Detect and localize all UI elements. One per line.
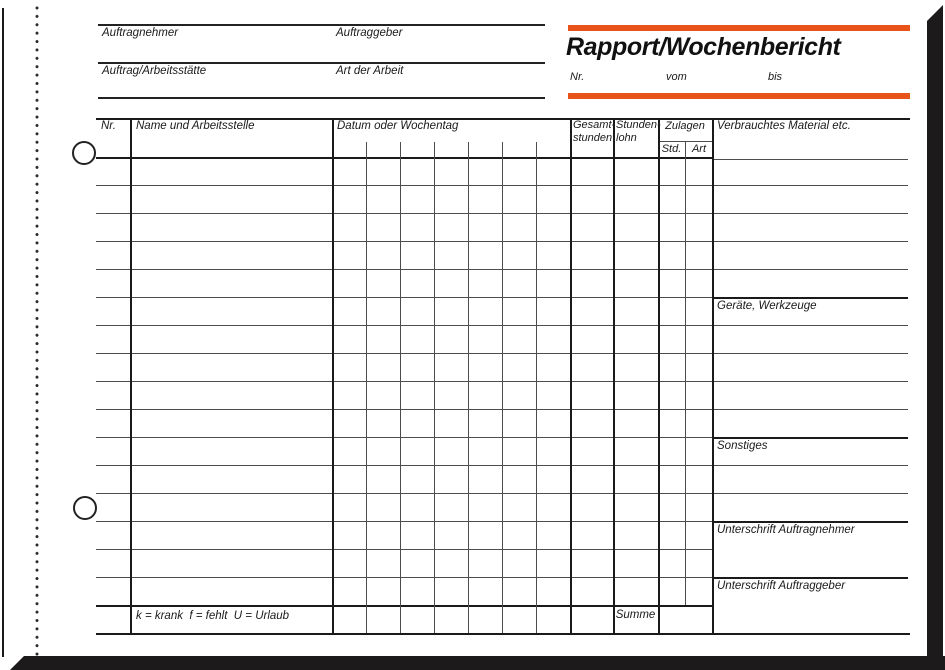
summe-label: Summe bbox=[615, 609, 656, 621]
pad-backing-right bbox=[927, 5, 943, 670]
table-header-bottom-rule bbox=[96, 157, 712, 159]
sonstiges-label: Sonstiges bbox=[717, 440, 768, 452]
auftrag-arbeitsstaette-label: Auftrag/Arbeitsstätte bbox=[102, 65, 207, 77]
col-header-stundenlohn: Stunden- lohn bbox=[616, 119, 661, 144]
bis-field-label: bis bbox=[768, 71, 783, 83]
header-rule-1 bbox=[98, 24, 545, 26]
date-col-rule bbox=[502, 142, 503, 633]
geraete-rule bbox=[714, 381, 908, 382]
table-row-rule bbox=[96, 381, 712, 382]
col-divider-stundenlohn bbox=[658, 118, 660, 633]
col-header-datum: Datum oder Wochentag bbox=[337, 120, 459, 132]
table-row-rule bbox=[96, 577, 712, 578]
table-row-rule bbox=[96, 521, 712, 522]
form-title: Rapport/Wochenbericht bbox=[566, 33, 841, 61]
table-row-rule bbox=[96, 409, 712, 410]
table-row-rule bbox=[96, 185, 712, 186]
col-divider-zulagen bbox=[712, 118, 714, 633]
table-row-rule bbox=[96, 437, 712, 438]
col-header-gesamtstunden: Gesamt- stunden bbox=[573, 119, 616, 144]
unterschrift-auftragnehmer-label: Unterschrift Auftragnehmer bbox=[717, 524, 855, 536]
auftraggeber-label: Auftraggeber bbox=[336, 27, 403, 39]
legend-label: k = krank f = fehlt U = Urlaub bbox=[136, 610, 290, 622]
sonstiges-rule bbox=[714, 465, 908, 466]
summe-row-top-rule bbox=[96, 605, 712, 607]
sonstiges-section-divider bbox=[713, 437, 908, 439]
table-row-rule bbox=[96, 493, 712, 494]
table-row-rule bbox=[96, 353, 712, 354]
punch-hole-top bbox=[72, 141, 96, 165]
auftragnehmer-label: Auftragnehmer bbox=[102, 27, 179, 39]
geraete-werkzeuge-label: Geräte, Werkzeuge bbox=[717, 300, 817, 312]
col-divider-datum bbox=[570, 118, 572, 633]
geraete-section-divider bbox=[713, 297, 908, 299]
accent-bar-top bbox=[568, 25, 910, 31]
col-divider-nr bbox=[130, 118, 132, 633]
pad-backing-bottom bbox=[0, 656, 945, 670]
header-rule-3 bbox=[98, 97, 545, 99]
material-rule bbox=[714, 241, 908, 242]
table-row-rule bbox=[96, 213, 712, 214]
geraete-rule bbox=[714, 409, 908, 410]
material-rule bbox=[714, 159, 908, 160]
geraete-rule bbox=[714, 325, 908, 326]
table-bottom-rule bbox=[96, 633, 910, 635]
table-row-rule bbox=[96, 549, 712, 550]
table-row-rule bbox=[96, 325, 712, 326]
col-header-zulagen-std: Std. bbox=[661, 143, 682, 155]
col-divider-name bbox=[332, 118, 334, 633]
date-col-rule bbox=[468, 142, 469, 633]
art-der-arbeit-label: Art der Arbeit bbox=[336, 65, 404, 77]
std-art-divider bbox=[685, 141, 686, 605]
col-header-zulagen-art: Art bbox=[691, 143, 707, 155]
table-row-rule bbox=[96, 297, 712, 298]
col-header-zulagen: Zulagen bbox=[665, 120, 705, 132]
col-header-name: Name und Arbeitsstelle bbox=[136, 120, 255, 132]
date-col-rule bbox=[366, 142, 367, 633]
col-header-material: Verbrauchtes Material etc. bbox=[717, 120, 851, 132]
material-rule bbox=[714, 185, 908, 186]
material-rule bbox=[714, 213, 908, 214]
unterschrift-auftraggeber-divider bbox=[713, 577, 908, 579]
table-row-rule bbox=[96, 269, 712, 270]
table-row-rule bbox=[96, 465, 712, 466]
header-rule-2 bbox=[98, 62, 545, 64]
col-header-nr: Nr. bbox=[101, 120, 116, 132]
sonstiges-rule bbox=[714, 493, 908, 494]
date-col-rule bbox=[400, 142, 401, 633]
unterschrift-auftragnehmer-divider bbox=[713, 521, 908, 523]
unterschrift-auftraggeber-label: Unterschrift Auftraggeber bbox=[717, 580, 846, 592]
date-col-rule bbox=[536, 142, 537, 633]
table-row-rule bbox=[96, 241, 712, 242]
accent-bar-bottom bbox=[568, 93, 910, 99]
punch-hole-bottom bbox=[73, 496, 97, 520]
geraete-rule bbox=[714, 353, 908, 354]
vom-field-label: vom bbox=[666, 71, 687, 83]
col-divider-gesamtstunden bbox=[613, 118, 615, 633]
date-col-rule bbox=[434, 142, 435, 633]
page-left-edge bbox=[2, 8, 4, 657]
perforation-dots bbox=[34, 4, 40, 656]
nr-field-label: Nr. bbox=[570, 71, 585, 83]
material-rule bbox=[714, 269, 908, 270]
